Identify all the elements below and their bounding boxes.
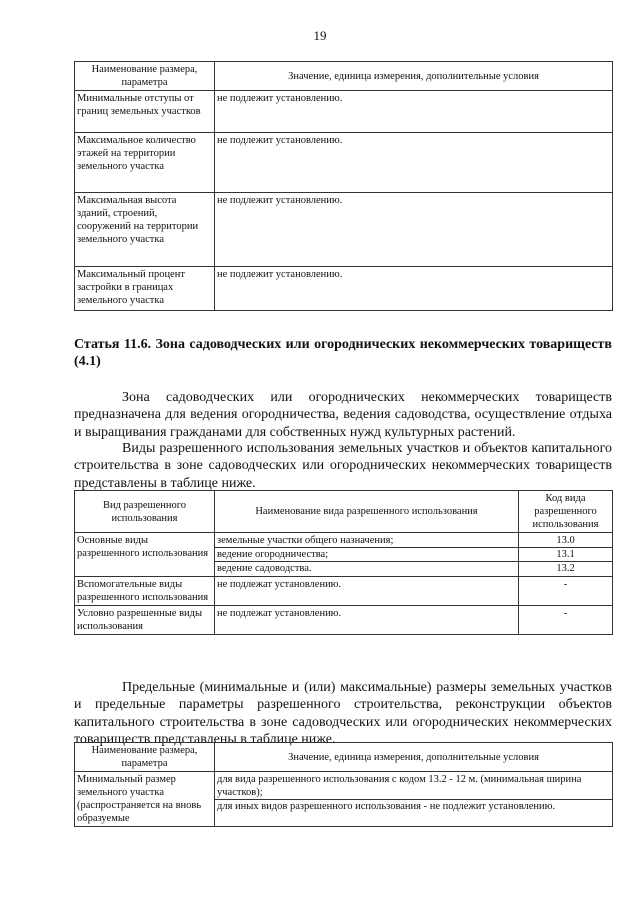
header-parameter: Наименование размера, параметра <box>75 62 215 91</box>
use-code: - <box>519 577 613 606</box>
header-use-name: Наименование вида разрешенного использования <box>215 491 519 533</box>
table-header-row <box>75 62 613 91</box>
use-name: не подлежат установлению. <box>215 577 519 606</box>
header-value: Значение, единица измерения, дополнительные условия <box>215 743 613 772</box>
header-use-kind: Вид разрешенного использования <box>75 491 215 533</box>
use-code: - <box>519 606 613 635</box>
use-names <box>215 533 519 577</box>
header-use-code: Код вида разрешенного использования <box>519 491 613 533</box>
parameter-name: Минимальные отступы от границ земельных участков <box>75 91 215 133</box>
header-parameter: Наименование размера, параметра <box>75 743 215 772</box>
header-value: Значение, единица измерения, дополнительные условия <box>215 62 613 91</box>
table-row <box>75 533 613 577</box>
permitted-use-table <box>74 490 613 635</box>
parameter-value: для вида разрешенного использования с кодом 13.2 - 12 м. (минимальная ширина участков); <box>217 774 582 798</box>
parameter-name: Максимальная высота зданий, строений, сооружений на территории земельного участка <box>75 193 215 267</box>
use-codes <box>519 533 613 577</box>
table-row <box>75 133 613 193</box>
use-name: ведение огородничества; <box>215 547 518 561</box>
table-row <box>75 267 613 311</box>
article-heading: Статья 11.6. Зона садоводческих или огороднических некоммерческих товариществ (4.1) <box>74 337 612 369</box>
table-header-row <box>75 743 613 772</box>
parameter-value: не подлежит установлению. <box>215 91 613 133</box>
parameter-value: не подлежит установлению. <box>215 193 613 267</box>
use-code: 13.2 <box>519 561 612 575</box>
paragraph: Зона садоводческих или огороднических некоммерческих товариществ предназначена для ведения огородничества, ведения садоводства, осуществление отдыха и выращивания гражданами для собственных нужд культурных растений. <box>74 390 612 440</box>
use-group: Вспомогательные виды разрешенного использования <box>75 577 215 606</box>
use-name: ведение садоводства. <box>215 561 518 575</box>
paragraph: Виды разрешенного использования земельных участков и объектов капитального строительства в зоне садоводческих или огороднических некоммерческих товариществ представлены в таблице ниже. <box>74 441 612 491</box>
parameter-value: не подлежит установлению. <box>215 133 613 193</box>
parameters-table <box>74 61 613 311</box>
parameter-value: для иных видов разрешенного использования - не подлежит установлению. <box>215 799 612 813</box>
table-row <box>75 772 613 827</box>
size-limits-table <box>74 742 613 827</box>
use-name: не подлежат установлению. <box>215 606 519 635</box>
table-row <box>75 606 613 635</box>
use-code: 13.0 <box>556 535 575 546</box>
use-code: 13.1 <box>519 547 612 561</box>
use-name: земельные участки общего назначения; <box>217 535 394 546</box>
table-row <box>75 91 613 133</box>
page-number: 19 <box>313 28 327 43</box>
parameter-name: Максимальное количество этажей на территории земельного участка <box>75 133 215 193</box>
table-header-row <box>75 491 613 533</box>
use-group: Условно разрешенные виды использования <box>75 606 215 635</box>
paragraph: Предельные (минимальные и (или) максимальные) размеры земельных участков и предельные параметры разрешенного строительства, реконструкции объектов капитального строительства в зоне садоводческих или огороднических некоммерческих товариществ представлены в таблице ниже. <box>74 680 612 747</box>
parameter-name: Минимальный размер земельного участка (распространяется на вновь образуемые <box>75 772 215 827</box>
parameter-name: Максимальный процент застройки в границах земельного участка <box>75 267 215 311</box>
parameter-values <box>215 772 613 827</box>
use-group: Основные виды разрешенного использования <box>75 533 215 577</box>
table-row <box>75 577 613 606</box>
table-row <box>75 193 613 267</box>
parameter-value: не подлежит установлению. <box>215 267 613 311</box>
